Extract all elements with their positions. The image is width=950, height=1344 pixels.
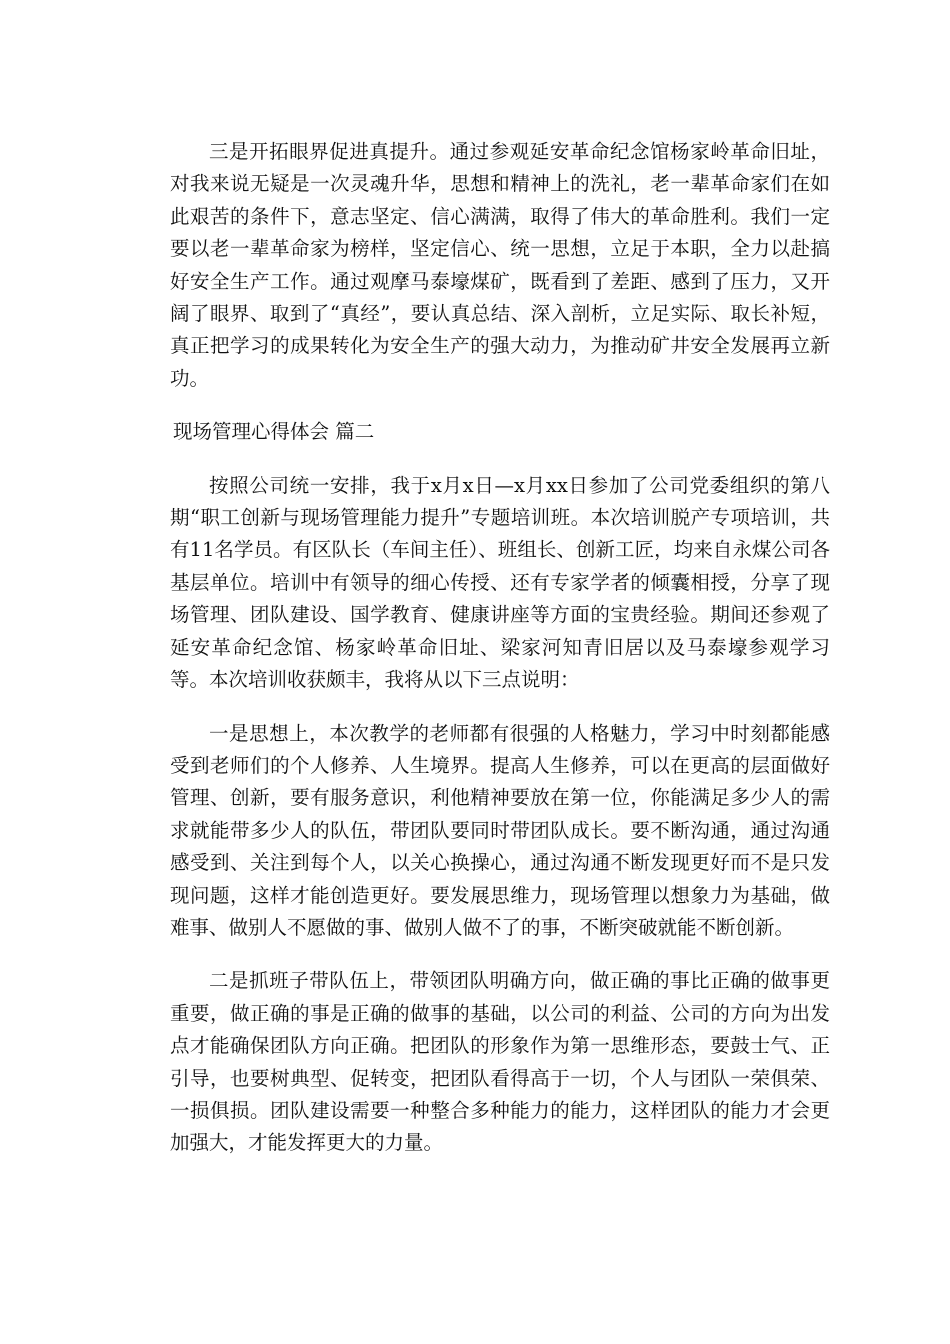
- paragraph-third-point: 三是开拓眼界促进真提升。通过参观延安革命纪念馆杨家岭革命旧址，对我来说无疑是一次灵魂升华，思想和精神上的洗礼，老一辈革命家们在如此艰苦的条件下，意志坚定、信心满满，取得了伟大的革命胜利。我们一定要以老一辈革命家为榜样，坚定信心、统一思想，立足于本职，全力以赴搞好安全生产工作。通过观摩马泰壕煤矿，既看到了差距、感到了压力，又开阔了眼界、取到了“真经”，要认真总结、深入剖析，立足实际、取长补短，真正把学习的成果转化为安全生产的强大动力，为推动矿井安全发展再立新功。: [170, 140, 830, 390]
- paragraph-point-one: 一是思想上，本次教学的老师都有很强的人格魅力，学习中时刻都能感受到老师们的个人修养、人生境界。提高人生修养，可以在更高的层面做好管理、创新，要有服务意识，利他精神要放在第一位，你能满足多少人的需求就能带多少人的队伍，带团队要同时带团队成长。要不断沟通，通过沟通感受到、关注到每个人，以关心换操心，通过沟通不断发现更好而不是只发现问题，这样才能创造更好。要发展思维力，现场管理以想象力为基础，做难事、做别人不愿做的事、做别人做不了的事，不断突破就能不断创新。: [170, 721, 830, 939]
- paragraph-intro: 按照公司统一安排，我于x月x日—x月xx日参加了公司党委组织的第八期“职工创新与现场管理能力提升”专题培训班。本次培训脱产专项培训，共有11名学员。有区队长（车间主任）、班组长、创新工匠，均来自永煤公司各基层单位。培训中有领导的细心传授、还有专家学者的倾囊相授，分享了现场管理、团队建设、国学教育、健康讲座等方面的宝贵经验。期间还参观了延安革命纪念馆、杨家岭革命旧址、梁家河知青旧居以及马泰壕参观学习等。本次培训收获颇丰，我将从以下三点说明：: [170, 473, 830, 692]
- document-body: [170, 136, 830, 1160]
- section-heading: 现场管理心得体会 篇二: [173, 420, 375, 444]
- paragraph-point-two: 二是抓班子带队伍上，带领团队明确方向，做正确的事比正确的做事更重要，做正确的事是正确的做事的基础，以公司的利益、公司的方向为出发点才能确保团队方向正确。把团队的形象作为第一思维形态，要鼓士气、正引导，也要树典型、促转变，把团队看得高于一切，个人与团队一荣俱荣、一损俱损。团队建设需要一种整合多种能力的能力，这样团队的能力才会更加强大，才能发挥更大的力量。: [170, 969, 830, 1155]
